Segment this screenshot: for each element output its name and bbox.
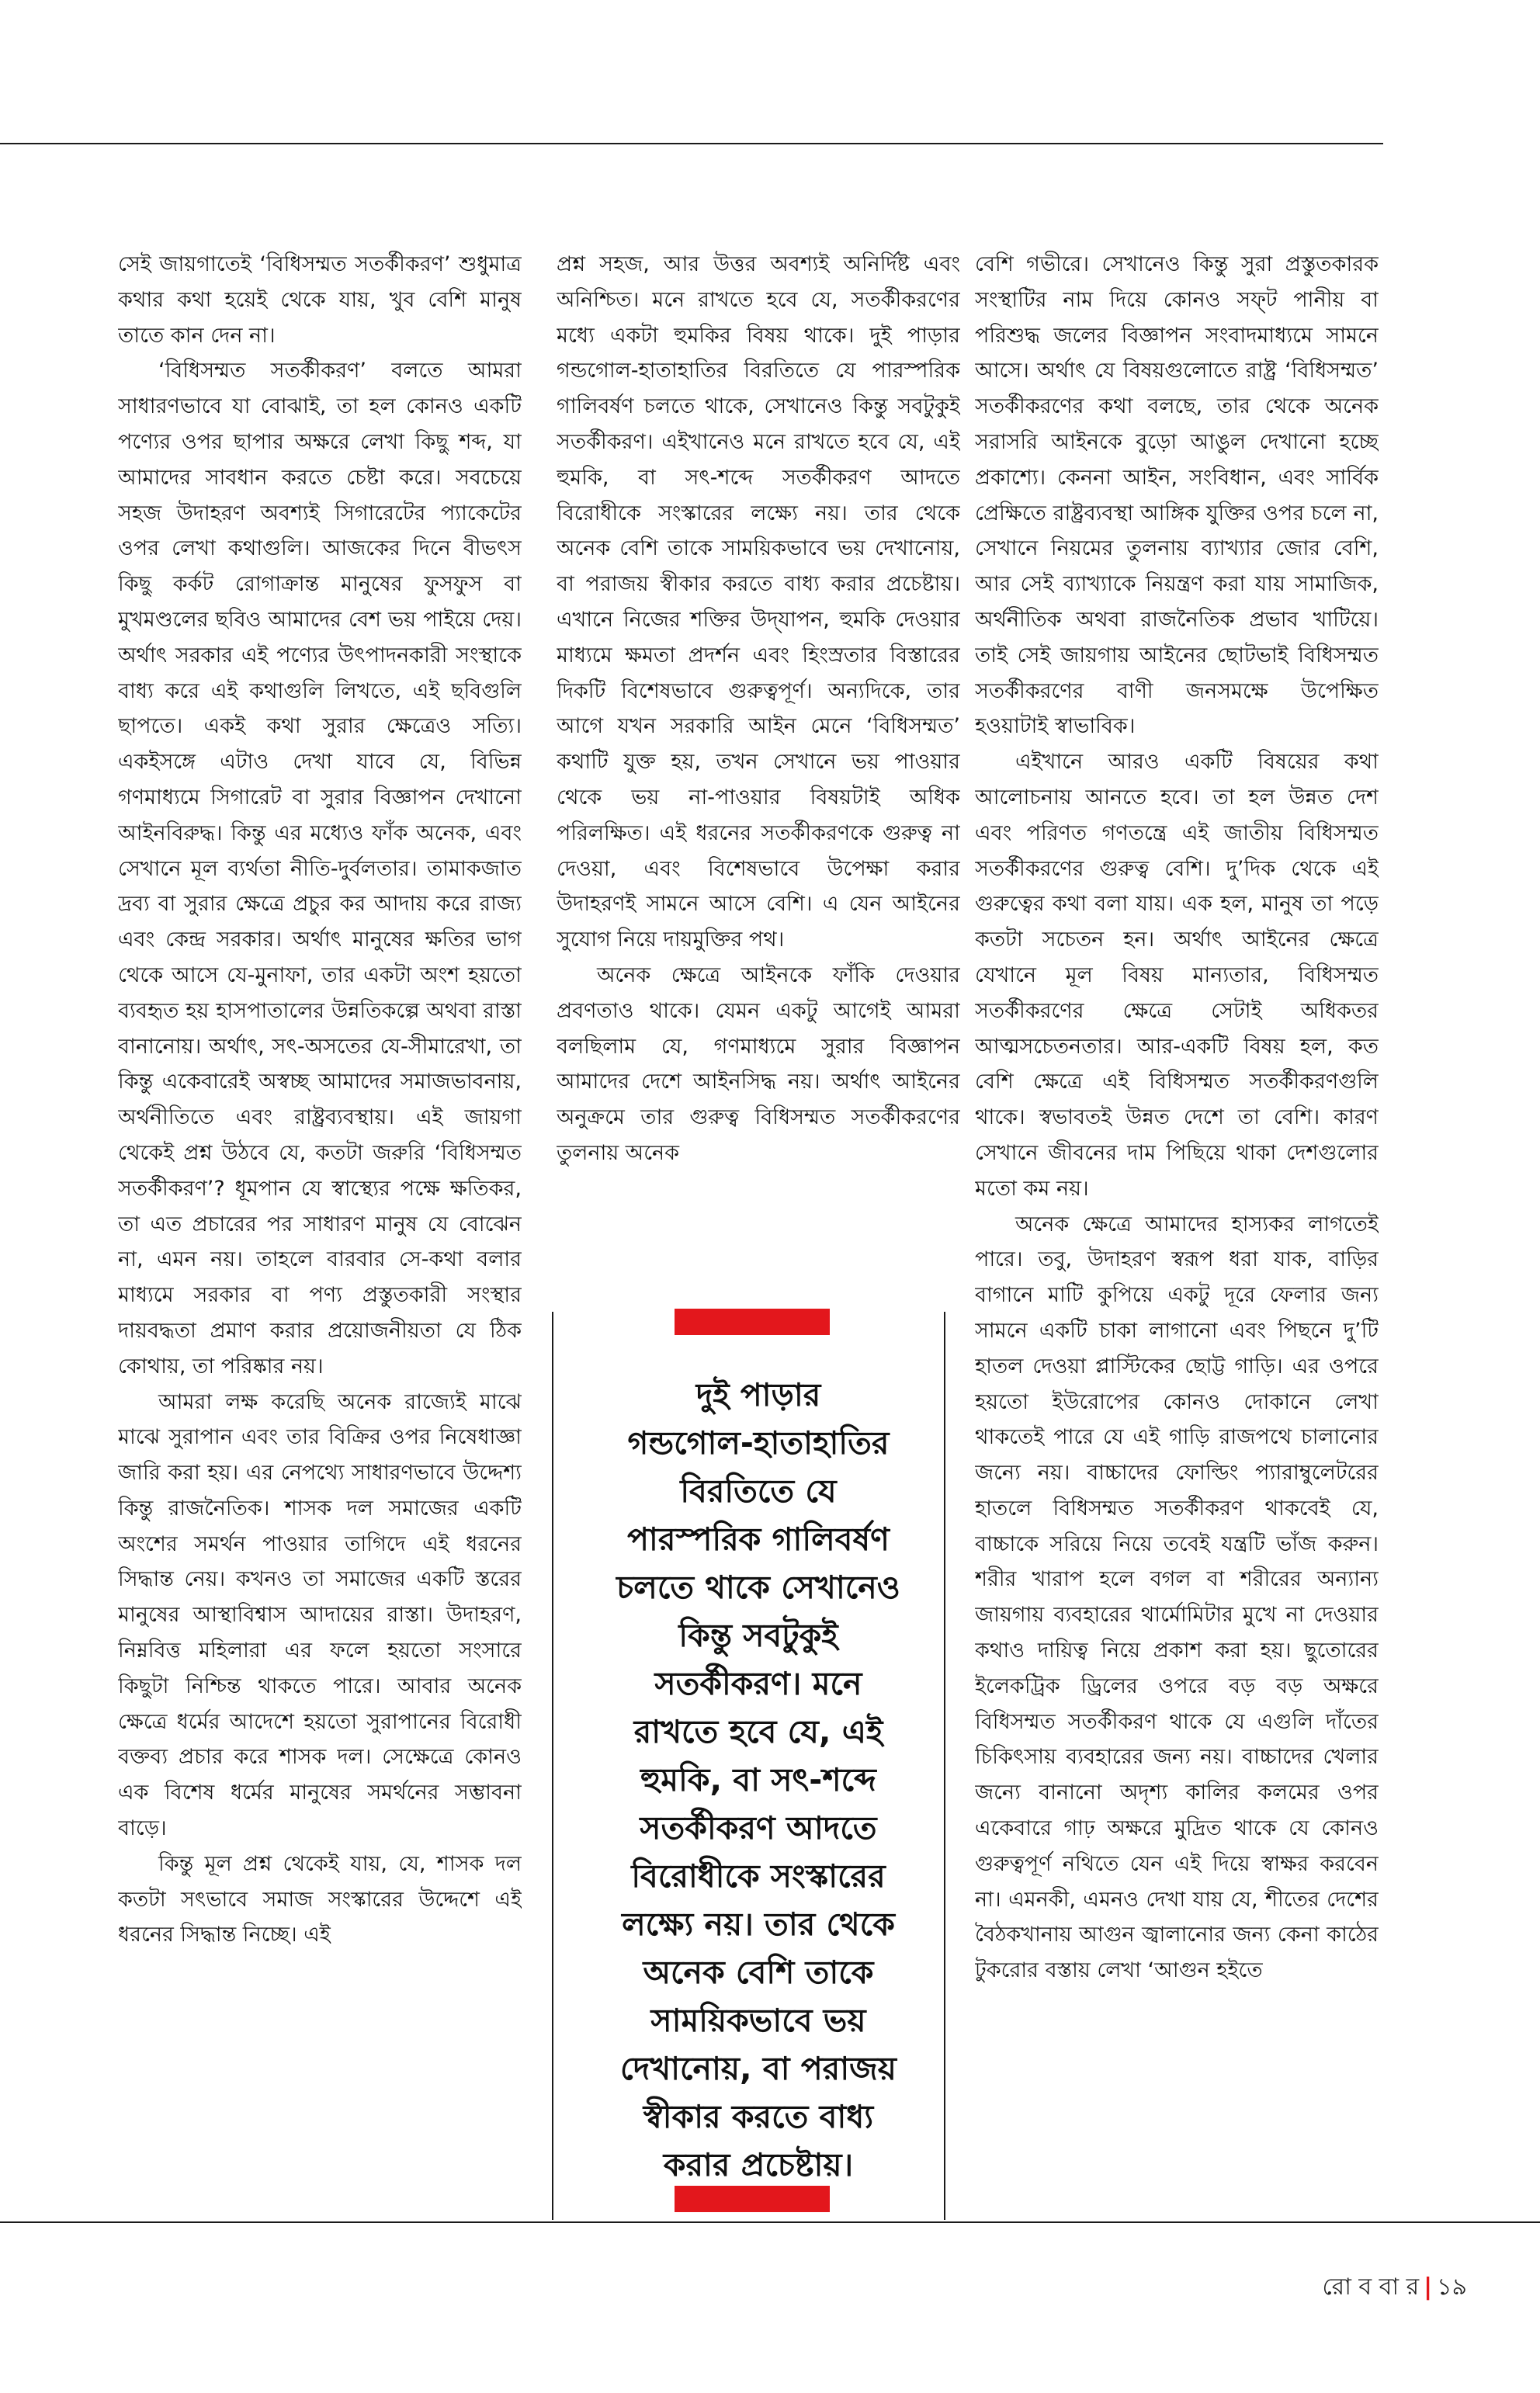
pull-quote-line: চলতে থাকে সেখানেও (616, 1569, 900, 1606)
article-column-right (975, 247, 1379, 2218)
pull-quote-line: হুমকি, বা সৎ-শব্দে (640, 1761, 876, 1798)
article-column-left (118, 247, 522, 2218)
paragraph: কিন্তু মূল প্রশ্ন থেকেই যায়, যে, শাসক দল কতটা সৎভাবে সমাজ সংস্কারের উদ্দেশে এই ধরনের সিদ্ধান্ত নিচ্ছে। এই (118, 1851, 522, 1947)
pull-quote-top-bar (675, 1309, 830, 1335)
bottom-rule (0, 2221, 1540, 2223)
paragraph: বেশি গভীরে। সেখানেও কিন্তু সুরা প্রস্তুতকারক সংস্থাটির নাম দিয়ে কোনও সফ্‌ট পানীয় বা পরিশুদ্ধ জলের বিজ্ঞাপন সংবাদমাধ্যমে সামনে আসে। অর্থাৎ যে বিষয়গুলোতে রাষ্ট্র ‘বিধিসম্মত’ সতর্কীকরণের কথা বলছে, তার থেকে অনেক সরাসরি আইনকে বুড়ো আঙুল দেখানো হচ্ছে প্রকাশ্যে। কেননা আইন, সংবিধান, এবং সার্বিক প্রেক্ষিতে রাষ্ট্রব্যবস্থা আঙ্গিক যুক্তির ওপর চলে না, সেখানে নিয়মের তুলনায় ব্যাখ্যার জোর বেশি, আর সেই ব্যাখ্যাকে নিয়ন্ত্রণ করা যায় সামাজিক, অর্থনীতিক অথবা রাজনৈতিক প্রভাব খাটিয়ে। তাই সেই জায়গায় আইনের ছোটভাই বিধিসম্মত সতর্কীকরণের বাণী জনসমক্ষে উপেক্ষিত হওয়াটাই স্বাভাবিক। (975, 252, 1379, 739)
pull-quote-line: করার প্রচেষ্টায়। (663, 2146, 854, 2183)
paragraph: অনেক ক্ষেত্রে আমাদের হাস্যকর লাগতেই পারে। তবু, উদাহরণ স্বরূপ ধরা যাক, বাড়ির বাগানে মাটি কুপিয়ে একটু দূরে ফেলার জন্য সামনে একটি চাকা লাগানো এবং পিছনে দু’টি হাতল দেওয়া প্লাস্টিকের ছোট্ট গাড়ি। এর ওপরে হয়তো ইউরোপের কোনও দোকানে লেখা থাকতেই পারে যে এই গাড়ি রাজপথে চালানোর জন্যে নয়। বাচ্চাদের ফোল্ডিং প্যারাম্বুলেটরের হাতলে বিধিসম্মত সতর্কীকরণ থাকবেই যে, বাচ্চাকে সরিয়ে নিয়ে তবেই যন্ত্রটি ভাঁজ করুন। শরীর খারাপ হলে বগল বা শরীরের অন্যান্য জায়গায় ব্যবহারের থার্মোমিটার মুখে না দেওয়ার কথাও দায়িত্ব নিয়ে প্রকাশ করা হয়। ছুতোরের ইলেকট্রিক ড্রিলের ওপরে বড় বড় অক্ষরে বিধিসম্মত সতর্কীকরণ থাকে যে এগুলি দাঁতের চিকিৎসায় ব্যবহারের জন্য নয়। বাচ্চাদের খেলার জন্যে বানানো অদৃশ্য কালির কলমের ওপর একেবারে গাঢ় অক্ষরে মুদ্রিত থাকে যে কোনও গুরুত্বপূর্ণ নথিতে যেন এই দিয়ে স্বাক্ষর করবেন না। এমনকী, এমনও দেখা যায় যে, শীতের দেশের বৈঠকখানায় আগুন জ্বালানোর জন্য কেনা কাঠের টুকরোর বস্তায় লেখা ‘আগুন হইতে (975, 1212, 1379, 1983)
pull-quote-line: দেখানোয়, বা পরাজয় (620, 2050, 897, 2087)
pull-quote-bottom-bar (675, 2186, 830, 2212)
page-folio (1323, 2268, 1467, 2308)
top-rule (0, 143, 1383, 144)
pull-quote-line: সাময়িকভাবে ভয় (650, 2002, 866, 2039)
magazine-name: রো ব বা র (1322, 2273, 1420, 2301)
pull-quote-line: সতর্কীকরণ আদতে (640, 1809, 877, 1847)
paragraph: আমরা লক্ষ করেছি অনেক রাজ্যেই মাঝে মাঝে সুরাপান এবং তার বিক্রির ওপর নিষেধাজ্ঞা জারি করা হয়। এর নেপথ্যে সাধারণভাবে উদ্দেশ্য কিন্তু রাজনৈতিক। শাসক দল সমাজের একটি অংশের সমর্থন পাওয়ার তাগিদে এই ধরনের সিদ্ধান্ত নেয়। কখনও তা সমাজের একটি স্তরের মানুষের আস্থাবিশ্বাস আদায়ের রাস্তা। উদাহরণ, নিম্নবিত্ত মহিলারা এর ফলে হয়তো সংসারে কিছুটা নিশ্চিন্ত থাকতে পারে। আবার অনেক ক্ষেত্রে ধর্মের আদেশে হয়তো সুরাপানের বিরোধী বক্তব্য প্রচার করে শাসক দল। সেক্ষেত্রে কোনও এক বিশেষ ধর্মের মানুষের সমর্থনের সম্ভাবনা বাড়ে। (118, 1389, 522, 1841)
pull-quote-line: বিরতিতে যে (680, 1472, 837, 1510)
page-number: ১৯ (1437, 2273, 1467, 2301)
pull-quote-line: বিরোধীকে সংস্কারের (631, 1857, 886, 1895)
pull-quote-line: অনেক বেশি তাকে (643, 1954, 874, 1991)
pull-quote-line: দুই পাড়ার (695, 1376, 821, 1413)
paragraph: সেই জায়গাতেই ‘বিধিসম্মত সতর্কীকরণ’ শুধুমাত্র কথার কথা হয়েই থেকে যায়, খুব বেশি মানুষ তাতে কান দেন না। (118, 252, 522, 348)
column-rule-left (552, 1312, 553, 2220)
pull-quote-line: কিন্তু সবটুকুই (678, 1617, 838, 1654)
pull-quote-line: পারস্পরিক গালিবর্ষণ (627, 1521, 890, 1558)
paragraph: অনেক ক্ষেত্রে আইনকে ফাঁকি দেওয়ার প্রবণতাও থাকে। যেমন একটু আগেই আমরা বলছিলাম যে, গণমাধ্যমে সুরার বিজ্ঞাপন আমাদের দেশে আইনসিদ্ধ নয়। অর্থাৎ আইনের অনুক্রমে তার গুরুত্ব বিধিসম্মত সতর্কীকরণের তুলনায় অনেক (557, 962, 960, 1165)
pull-quote-line: স্বীকার করতে বাধ্য (643, 2098, 874, 2135)
paragraph: প্রশ্ন সহজ, আর উত্তর অবশ্যই অনির্দিষ্ট এবং অনিশ্চিত। মনে রাখতে হবে যে, সতর্কীকরণের মধ্যে একটা হুমকির বিষয় থাকে। দুই পাড়ার গন্ডগোল-হাতাহাতির বিরতিতে যে পারস্পরিক গালিবর্ষণ চলতে থাকে, সেখানেও কিন্তু সবটুকুই সতর্কীকরণ। এইখানেও মনে রাখতে হবে যে, এই হুমকি, বা সৎ-শব্দে সতর্কীকরণ আদতে বিরোধীকে সংস্কারের লক্ষ্যে নয়। তার থেকে অনেক বেশি তাকে সাময়িকভাবে ভয় দেখানোয়, বা পরাজয় স্বীকার করতে বাধ্য করার প্রচেষ্টায়। এখানে নিজের শক্তির উদ্‌যাপন, হুমকি দেওয়ার মাধ্যমে ক্ষমতা প্রদর্শন এবং হিংস্রতার বিস্তারের দিকটি বিশেষভাবে গুরুত্বপূর্ণ। অন্যদিকে, তার আগে যখন সরকারি আইন মেনে ‘বিধিসম্মত’ কথাটি যুক্ত হয়, তখন সেখানে ভয় পাওয়ার থেকে ভয় না-পাওয়ার বিষয়টাই অধিক পরিলক্ষিত। এই ধরনের সতর্কীকরণকে গুরুত্ব না দেওয়া, এবং বিশেষভাবে উপেক্ষা করার উদাহরণই সামনে আসে বেশি। এ যেন আইনের সুযোগ নিয়ে দায়মুক্তির পথ। (557, 252, 960, 952)
pull-quote-line: রাখতে হবে যে, এই (633, 1713, 883, 1750)
pull-quote-line: গন্ডগোল-হাতাহাতির (627, 1424, 890, 1462)
pull-quote-text (557, 1371, 960, 2189)
paragraph: এইখানে আরও একটি বিষয়ের কথা আলোচনায় আনতে হবে। তা হল উন্নত দেশ এবং পরিণত গণতন্ত্রে এই জাতীয় বিধিসম্মত সতর্কীকরণের গুরুত্ব বেশি। দু’দিক থেকে এই গুরুত্বের কথা বলা যায়। এক হল, মানুষ তা পড়ে কতটা সচেতন হন। অর্থাৎ আইনের ক্ষেত্রে যেখানে মূল বিষয় মান্যতার, বিধিসম্মত সতর্কীকরণের ক্ষেত্রে সেটাই অধিকতর আত্মসচেতনতার। আর-একটি বিষয় হল, কত বেশি ক্ষেত্রে এই বিধিসম্মত সতর্কীকরণগুলি থাকে। স্বভাবতই উন্নত দেশে তা বেশি। কারণ সেখানে জীবনের দাম পিছিয়ে থাকা দেশগুলোর মতো কম নয়। (975, 750, 1379, 1201)
folio-separator: | (1424, 2273, 1433, 2301)
paragraph: ‘বিধিসম্মত সতর্কীকরণ’ বলতে আমরা সাধারণভাবে যা বোঝাই, তা হল কোনও একটি পণ্যের ওপর ছাপার অক্ষরে লেখা কিছু শব্দ, যা আমাদের সাবধান করতে চেষ্টা করে। সবচেয়ে সহজ উদাহরণ অবশ্যই সিগারেটের প্যাকেটের ওপর লেখা কথাগুলি। আজকের দিনে বীভৎস কিছু কর্কট রোগাক্রান্ত মানুষের ফুসফুস বা মুখমণ্ডলের ছবিও আমাদের বেশ ভয় পাইয়ে দেয়। অর্থাৎ সরকার এই পণ্যের উৎপাদনকারী সংস্থাকে বাধ্য করে এই কথাগুলি লিখতে, এই ছবিগুলি ছাপতে। একই কথা সুরার ক্ষেত্রেও সত্যি। একইসঙ্গে এটাও দেখা যাবে যে, বিভিন্ন গণমাধ্যমে সিগারেট বা সুরার বিজ্ঞাপন দেখানো আইনবিরুদ্ধ। কিন্তু এর মধ্যেও ফাঁক অনেক, এবং সেখানে মূল ব্যর্থতা নীতি-দুর্বলতার। তামাকজাত দ্রব্য বা সুরার ক্ষেত্রে প্রচুর কর আদায় করে রাজ্য এবং কেন্দ্র সরকার। অর্থাৎ মানুষের ক্ষতির ভাগ থেকে আসে যে-মুনাফা, তার একটা অংশ হয়তো ব্যবহৃত হয় হাসপাতালের উন্নতিকল্পে অথবা রাস্তা বানানোয়। অর্থাৎ, সৎ-অসতের যে-সীমারেখা, তা কিন্তু একেবারেই অস্বচ্ছ আমাদের সমাজভাবনায়, অর্থনীতিতে এবং রাষ্ট্রব্যবস্থায়। এই জায়গা থেকেই প্রশ্ন উঠবে যে, কতটা জরুরি ‘বিধিসম্মত সতর্কীকরণ’? ধূমপান যে স্বাস্থ্যের পক্ষে ক্ষতিকর, তা এত প্রচারের পর সাধারণ মানুষ যে বোঝেন না, এমন নয়। তাহলে বারবার সে-কথা বলার মাধ্যমে সরকার বা পণ্য প্রস্তুতকারী সংস্থার দায়বদ্ধতা প্রমাণ করার প্রয়োজনীয়তা যে ঠিক কোথায়, তা পরিষ্কার নয়। (118, 359, 522, 1379)
pull-quote-box (557, 1309, 960, 2217)
article-column-middle (557, 247, 960, 1287)
pull-quote-line: লক্ষ্যে নয়। তার থেকে (622, 1906, 895, 1943)
pull-quote-line: সতর্কীকরণ। মনে (654, 1665, 862, 1702)
